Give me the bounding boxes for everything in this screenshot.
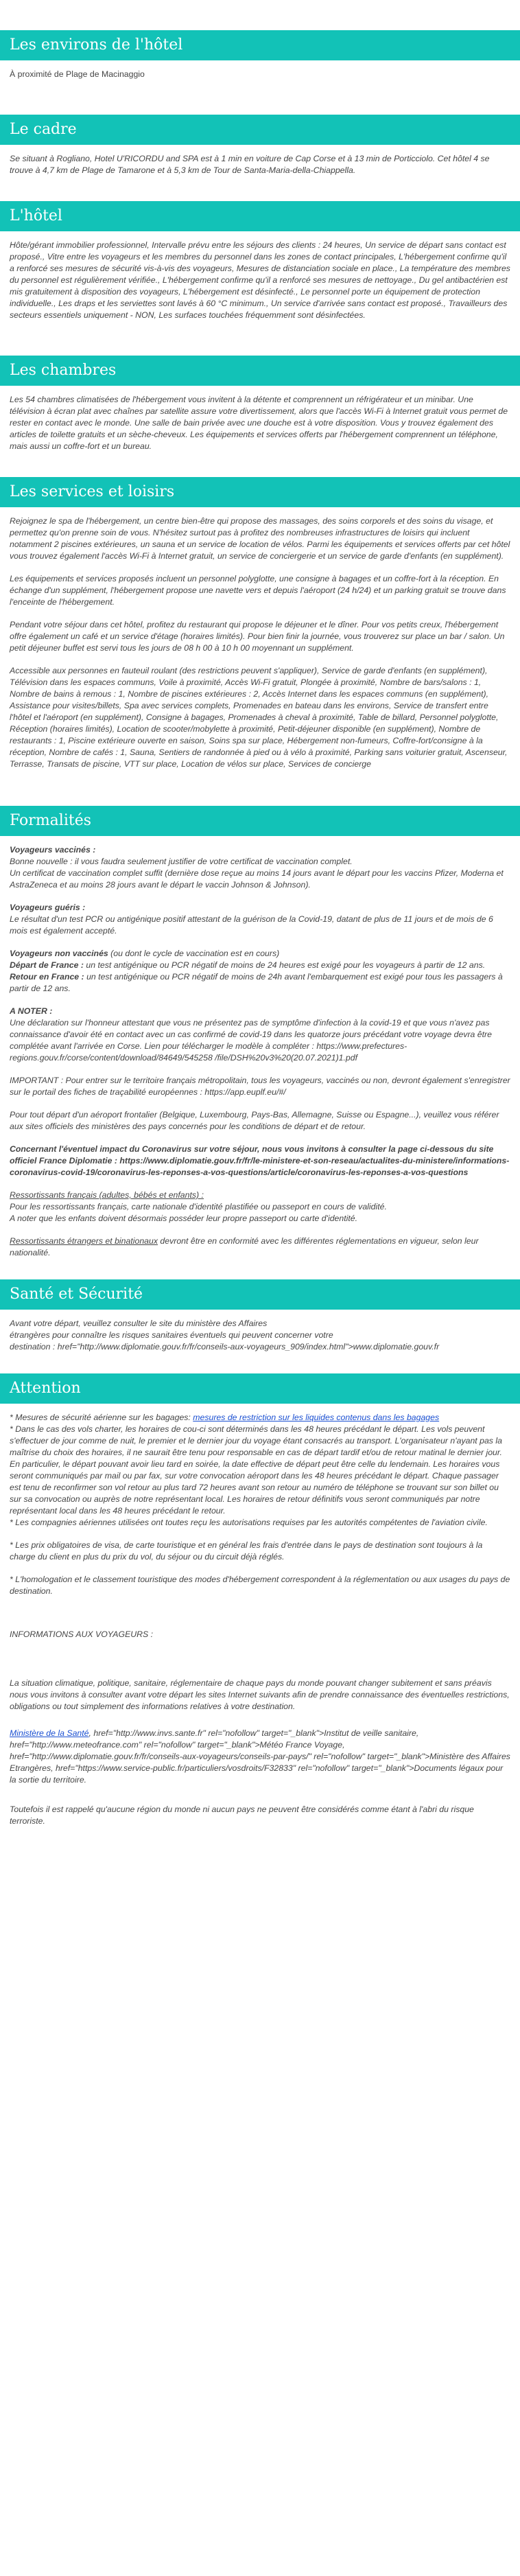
section-title: Les environs de l'hôtel	[0, 30, 520, 60]
info-voyageurs-heading: INFORMATIONS AUX VOYAGEURS :	[10, 1629, 154, 1639]
sante-text: Avant votre départ, veuillez consulter le site du ministère des Affaires étrangères pour connaître les risques sanitaires éventuels qui peuvent concerner votre destination : href="http://www.diplomatie.gouv.fr/fr/conseils-aux-voyageurs_909/index.html">www.diplomatie.gouv.fr	[10, 1319, 440, 1351]
vaccines-line: Un certificat de vaccination complet suffit (dernière dose reçue au moins 14 jours avant le départ pour les vaccins Pfizer, Moderna et AstraZeneca et au moins 28 jours avant le départ le vaccin Johnson & Johnson).	[10, 868, 506, 890]
non-vaccines-block	[10, 948, 510, 995]
chambres-text: Les 54 chambres climatisées de l'hébergement vous invitent à la détente et comprennent un réfrigérateur et un minibar. Une télévision à écran plat avec chaînes par satellite assure votre divertissement, alors que l'accès Wi-Fi à Internet gratuit vous permet de rester en contact avec le monde. Une salle de bain privée avec une douche est à votre disposition. Vous y trouvez également des articles de toilette gratuits et un sèche-cheveux. Les équipements et services offerts par l'hébergement comprennent un téléphone, mais aussi un coffre-fort et un bureau.	[10, 395, 510, 451]
section-cadre	[0, 91, 520, 176]
attention-charter-text: * Dans le cas des vols charter, les horaires de cou-ci sont déterminés dans les 48 heures précédant le départ. Les vols peuvent s'effectuer de jour comme de nuit, le premier et le dernier jour du voyage étant consacrés au transport. L'organisateur n'ayant pas la maîtrise du choix des horaires, il ne saurait être tenu pour responsable en cas de départ tardif et/ou de retour matinal le dernier jour. En particulier, le départ pouvant avoir lieu tard en soirée, la date effective de départ peut être celle du lendemain. Les horaires vous seront communiqués par mail ou par fax, sur votre convocation aéroport dans les 48 heures précédant le départ. Chaque passager est tenu de reconfirmer son vol retour au plus tard 72 heures avant son retour au numéro de téléphone se trouvant sur son billet ou sur sa convocation ou auprès de notre représentant local. Les horaires de retour définitifs vous seront communiqués par notre représentant local dans les 48 heures précédant le retour.	[10, 1424, 505, 1516]
section-attention	[0, 1364, 520, 1827]
coronavirus-notice: Concernant l'éventuel impact du Coronavirus sur votre séjour, nous vous invitons à consulter la page ci-dessous du site officiel France Diplomatie : https://www.diplomatie.gouv.fr/fr/le-ministere-et-son-reseau/actualites-du-ministere/informations-coronavirus-covid-19/coronavirus-les-reponses-a-vos-questions/article/coronavirus-les-reponses-a-vos-questions	[10, 1144, 510, 1177]
non-vaccines-subheading: (ou dont le cycle de vaccination est en cours)	[108, 949, 280, 958]
ministere-sante-link[interactable]: Ministère de la Santé	[10, 1728, 89, 1738]
vaccines-line: Bonne nouvelle : il vous faudra seulement justifier de votre certificat de vaccination complet.	[10, 857, 353, 866]
section-sante	[0, 1270, 520, 1353]
ressortissants-etrangers-block	[10, 1235, 510, 1259]
vaccines-heading: Voyageurs vaccinés :	[10, 845, 96, 855]
section-services	[0, 463, 520, 770]
gueris-line: Le résultat d'un test PCR ou antigénique positif attestant de la guérison de la Covid-19, datant de plus de 11 jours et de mois de 6 mois est également accepté.	[10, 914, 496, 936]
frontier-text: Pour tout départ d'un aéroport frontalier (Belgique, Luxembourg, Pays-Bas, Allemagne, Suisse ou Espagne...), veuillez vous référer aux sites officiels des ministères des pays concernés pour les conditions de départ et de retour.	[10, 1110, 501, 1131]
non-vaccines-heading: Voyageurs non vaccinés	[10, 949, 108, 958]
section-title: L'hôtel	[0, 201, 520, 231]
section-title: Le cadre	[0, 115, 520, 145]
important-text: IMPORTANT : Pour entrer sur le territoire français métropolitain, tous les voyageurs, vaccinés ou non, devront également s'enregistrer sur le portail des fiches de traçabilité européennes : https://app.euplf.eu/#/	[10, 1076, 513, 1097]
environs-text: À proximité de Plage de Macinaggio	[10, 69, 145, 79]
retour-text: un test antigénique ou PCR négatif de moins de 24h avant l'embarquement est exigé pour tous les passagers à partir de 12 ans.	[10, 972, 506, 993]
official-links-text: , href="http://www.invs.sante.fr" rel="nofollow" target="_blank">Institut de veille sanitaire, href="http://www.meteofrance.com" rel="nofollow" target="_blank">Météo France Voyage, href="http://www.diplomatie.gouv.fr/fr/conseils-aux-voyageurs/conseils-par-pays/" rel="nofollow" target="_blank">Ministère des Affaires Etrangères, href="https://www.service-public.fr/particuliers/vosdroits/F32833" rel="nofollow" target="_blank">Documents légaux pour la sortie du territoire.	[10, 1728, 513, 1785]
official-links-block	[10, 1728, 513, 1786]
ressortissants-etrangers-heading: Ressortissants étrangers et binationaux	[10, 1236, 158, 1246]
section-hotel	[0, 187, 520, 321]
ressortissants-fr-line: Pour les ressortissants français, carte nationale d'identité plastifiée ou passeport en cours de validité.	[10, 1202, 387, 1211]
retour-label: Retour en France :	[10, 972, 84, 982]
section-title: Les chambres	[0, 356, 520, 386]
services-paragraph: Les équipements et services proposés incluent un personnel polyglotte, une consigne à bagages et un coffre-fort à la réception. En échange d'un supplément, l'hébergement propose une navette vers et depuis l'aéroport (24 h/24) et un parking gratuit se trouve dans l'enceinte de l'hébergement.	[10, 574, 508, 607]
a-noter-block	[10, 1006, 510, 1064]
ressortissants-fr-line: A noter que les enfants doivent désormais posséder leur propre passeport ou carte d'identité.	[10, 1214, 358, 1223]
section-environs	[0, 0, 520, 80]
terrorism-notice: Toutefois il est rappelé qu'aucune région du monde ni aucun pays ne peuvent être considérés comme étant à l'abri du risque terroriste.	[10, 1805, 477, 1826]
ressortissants-etrangers-text: devront être en conformité avec les différentes réglementations en vigueur, selon leur nationalité.	[10, 1236, 481, 1257]
ressortissants-fr-block	[10, 1190, 510, 1225]
services-list: Accessible aux personnes en fauteuil roulant (des restrictions peuvent s'appliquer), Service de garde d'enfants (en supplément), Télévision dans les espaces communs, Voile à proximité, Accès Wi-Fi gratuit, Plongée à proximité, Nombre de bars/salons : 1, Nombre de bains à remous : 1, Nombre de piscines extérieures : 2, Accès Internet dans les espaces communs (en supplément), Assistance pour visites/billets, Spa avec services complets, Promenades en bateau dans les environs, Service de transfert entre l'hôtel et l'aéroport (en supplément), Consigne à bagages, Promenades à cheval à proximité, Table de billard, Personnel polyglotte, Réception (horaires limités), Location de scooter/mobylette à proximité, Petit-déjeuner disponible (en supplément), Nombre de restaurants : 1, Piscine extérieure ouverte en saison, Soins spa sur place, Hébergement non-fumeurs, Coffre-fort/consigne à la réception, Nombre de cafés : 1, Sauna, Sentiers de randonnée à pied ou à vélo à proximité, Parking sans voiturier gratuit, Ascenseur, Terrasse, Transats de piscine, VTT sur place, Location de vélos sur place, Services de concierge	[10, 666, 510, 769]
gueris-block	[10, 902, 510, 937]
vaccines-block	[10, 844, 510, 891]
attention-line: * Les prix obligatoires de visa, de carte touristique et en général les frais d'entrée dans le pays de destination sont toujours à la charge du client en plus du prix du vol, du séjour ou du circuit déjà réglés.	[10, 1540, 485, 1562]
cadre-text: Se situant à Rogliano, Hotel U'RICORDU and SPA est à 1 min en voiture de Cap Corse et à 13 min de Porticciolo. Cet hôtel 4 se trouve à 4,7 km de Plage de Tamarone et à 5,3 km de Tour de Santa-Maria-della-Chiappella.	[10, 154, 492, 175]
hotel-text: Hôte/gérant immobilier professionnel, Intervalle prévu entre les séjours des clients : 24 heures, Un service de départ sans contact est proposé., Vitre entre les voyageurs et les membres du personnel dans les zones de contact principales, L'hébergement confirme qu'il a renforcé ses mesures de sécurité vis-à-vis des voyageurs, Mesures de distanciation sociale en place., La température des membres du personnel est régulièrement vérifiée., L'hébergement confirme qu'il a renforcé ses mesures de nettoyage., Du gel antibactérien est mis gratuitement à disposition des voyageurs, L'hébergement est désinfecté., Le personnel porte un équipement de protection individuelle., Les draps et les serviettes sont lavés à 60 °C minimum., Un service d'arrivée sans contact est proposé., Travailleurs des secteurs essentiels uniquement - NON, Les surfaces touchées fréquemment sont désinfectées.	[10, 240, 513, 320]
section-title: Attention	[0, 1373, 520, 1404]
section-formalites	[0, 781, 520, 1259]
section-chambres	[0, 332, 520, 452]
services-paragraph: Pendant votre séjour dans cet hôtel, profitez du restaurant qui propose le déjeuner et le dîner. Pour vos petits creux, l'hébergement offre également un café et un service d'étage (horaires limités). Pour bien finir la journée, vous trouverez sur place un bar / salon. Un petit déjeuner buffet est servi tous les jours de 08 h 00 à 10 h 00 moyennant un supplément.	[10, 620, 507, 653]
a-noter-text: Une déclaration sur l'honneur attestant que vous ne présentez pas de symptôme d'infection à la covid-19 et que vous n'avez pas connaissance d'avoir été en contact avec un cas confirmé de covid-19 dans les quatorze jours précédant votre voyage devra être complétée avant l'arrivée en Corse. Lien pour télécharger le modèle à compléter : https://www.prefectures-regions.gouv.fr/corse/content/download/84649/545258 /file/DSH%20v3%20(20.07.2021)1.pdf	[10, 1018, 495, 1063]
info-voyageurs-text: La situation climatique, politique, sanitaire, réglementaire de chaque pays du monde pouvant changer subitement et sans préavis nous vous invitons à consulter avant votre départ les sites Internet suivants afin de prendre connaissance des éventuelles restrictions, obligations ou tout simplement des informations relatives à votre destination.	[10, 1678, 510, 1711]
section-title: Santé et Sécurité	[0, 1279, 520, 1310]
attention-line: * Les compagnies aériennes utilisées ont toutes reçu les autorisations requises par les autorités compétentes de l'aviation civile.	[10, 1518, 488, 1527]
gueris-heading: Voyageurs guéris :	[10, 903, 86, 912]
services-paragraph: Rejoignez le spa de l'hébergement, un centre bien-être qui propose des massages, des soins corporels et des soins du visage, et permettez qu'on prenne soin de vous. N'hésitez surtout pas à profitez des nombreuses infrastructures de loisirs qui incluent notamment 2 piscines extérieures, un sauna et un service de location de vélos. Parmi les équipements et services offerts par cet hôtel vous trouvez également l'accès Wi-Fi à Internet gratuit, un service de conciergerie et un service de garde d'enfants (en supplément).	[10, 516, 512, 561]
ressortissants-fr-heading: Ressortissants français (adultes, bébés et enfants) :	[10, 1190, 204, 1200]
depart-label: Départ de France :	[10, 960, 84, 970]
a-noter-heading: A NOTER :	[10, 1006, 53, 1016]
attention-bagages-block	[10, 1412, 510, 1529]
section-title: Formalités	[0, 806, 520, 836]
attention-line: * L'homologation et le classement touristique des modes d'hébergement correspondent à la réglementation ou aux usages du pays de destination.	[10, 1575, 512, 1596]
depart-text: un test antigénique ou PCR négatif de moins de 24 heures est exigé pour les voyageurs à partir de 12 ans.	[83, 960, 486, 970]
attention-bagages-text: * Mesures de sécurité aérienne sur les bagages:	[10, 1413, 193, 1422]
liquids-restriction-link[interactable]: mesures de restriction sur les liquides contenus dans les bagages	[193, 1413, 440, 1422]
section-title: Les services et loisirs	[0, 477, 520, 507]
